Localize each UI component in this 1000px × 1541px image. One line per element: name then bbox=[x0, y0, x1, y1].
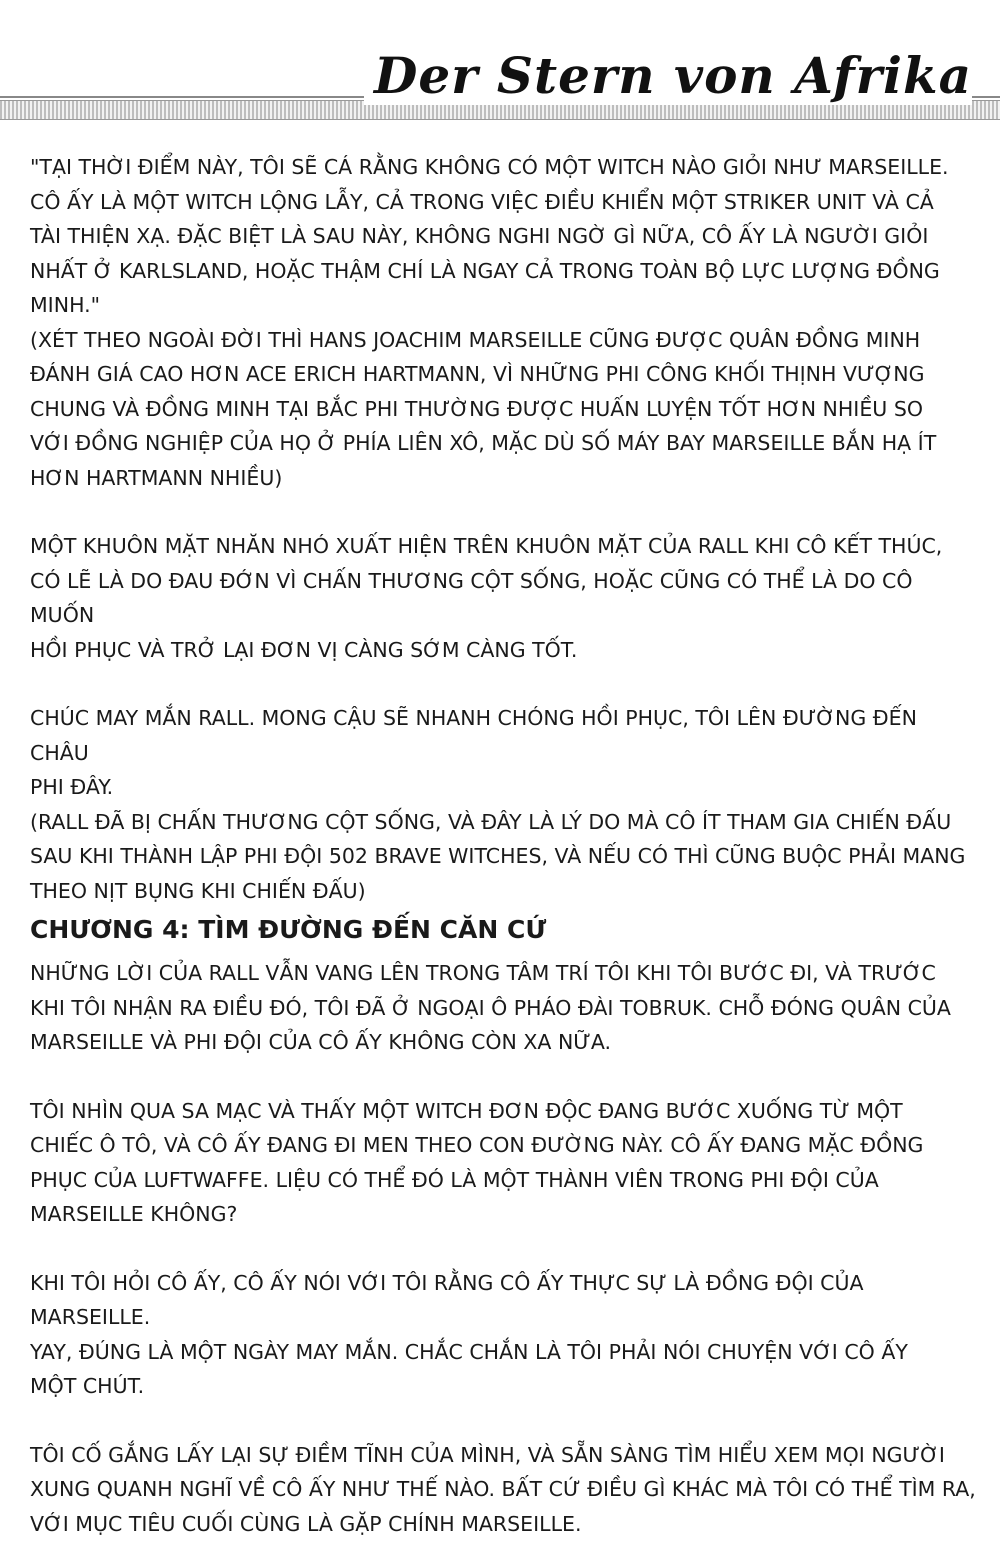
text-line: PHI ĐÂY. bbox=[30, 770, 980, 805]
page-header bbox=[0, 0, 1000, 130]
text-line: CÔ ẤY LÀ MỘT WITCH LỘNG LẪY, CẢ TRONG VIỆC ĐIỀU KHIỂN MỘT STRIKER UNIT VÀ CẢ bbox=[30, 185, 980, 220]
text-line: HƠN HARTMANN NHIỀU) bbox=[30, 461, 980, 496]
text-line: XUNG QUANH NGHĨ VỀ CÔ ẤY NHƯ THẾ NÀO. BẤT CỨ ĐIỀU GÌ KHÁC MÀ TÔI CÓ THỂ TÌM RA, bbox=[30, 1472, 980, 1507]
paragraph bbox=[30, 701, 980, 805]
chapter-heading: CHƯƠNG 4: TÌM ĐƯỜNG ĐẾN CĂN CỨ bbox=[30, 910, 980, 950]
text-line: HỒI PHỤC VÀ TRỞ LẠI ĐƠN VỊ CÀNG SỚM CÀNG TỐT. bbox=[30, 633, 980, 668]
paragraph bbox=[30, 529, 980, 667]
paragraph-gap bbox=[30, 1232, 980, 1266]
text-line: (RALL ĐÃ BỊ CHẤN THƯƠNG CỘT SỐNG, VÀ ĐÂY LÀ LÝ DO MÀ CÔ ÍT THAM GIA CHIẾN ĐẤU bbox=[30, 805, 980, 840]
paragraph-gap bbox=[30, 495, 980, 529]
paragraph-gap bbox=[30, 1404, 980, 1438]
text-line: "TẠI THỜI ĐIỂM NÀY, TÔI SẼ CÁ RẰNG KHÔNG CÓ MỘT WITCH NÀO GIỎI NHƯ MARSEILLE. bbox=[30, 150, 980, 185]
paragraph bbox=[30, 1266, 980, 1404]
paragraph bbox=[30, 1094, 980, 1232]
text-line: CHÚC MAY MẮN RALL. MONG CẬU SẼ NHANH CHÓNG HỒI PHỤC, TÔI LÊN ĐƯỜNG ĐẾN CHÂU bbox=[30, 701, 980, 770]
text-line: (XÉT THEO NGOÀI ĐỜI THÌ HANS JOACHIM MARSEILLE CŨNG ĐƯỢC QUÂN ĐỒNG MINH bbox=[30, 323, 980, 358]
text-line: CHIẾC Ô TÔ, VÀ CÔ ẤY ĐANG ĐI MEN THEO CON ĐƯỜNG NÀY. CÔ ẤY ĐANG MẶC ĐỒNG bbox=[30, 1128, 980, 1163]
paragraph-quote bbox=[30, 150, 980, 323]
text-line: CHUNG VÀ ĐỒNG MINH TẠI BẮC PHI THƯỜNG ĐƯỢC HUẤN LUYỆN TỐT HƠN NHIỀU SO bbox=[30, 392, 980, 427]
text-line: YAY, ĐÚNG LÀ MỘT NGÀY MAY MẮN. CHẮC CHẮN LÀ TÔI PHẢI NÓI CHUYỆN VỚI CÔ ẤY bbox=[30, 1335, 980, 1370]
body-text bbox=[30, 150, 980, 1541]
paragraph-note bbox=[30, 805, 980, 909]
text-line: MỘT KHUÔN MẶT NHĂN NHÓ XUẤT HIỆN TRÊN KHUÔN MẶT CỦA RALL KHI CÔ KẾT THÚC, bbox=[30, 529, 980, 564]
text-line: SAU KHI THÀNH LẬP PHI ĐỘI 502 BRAVE WITCHES, VÀ NẾU CÓ THÌ CŨNG BUỘC PHẢI MANG bbox=[30, 839, 980, 874]
text-line: MỘT CHÚT. bbox=[30, 1369, 980, 1404]
text-line: NHỮNG LỜI CỦA RALL VẪN VANG LÊN TRONG TÂM TRÍ TÔI KHI TÔI BƯỚC ĐI, VÀ TRƯỚC bbox=[30, 956, 980, 991]
text-line: TÔI CỐ GẮNG LẤY LẠI SỰ ĐIỀM TĨNH CỦA MÌNH, VÀ SẴN SÀNG TÌM HIỂU XEM MỌI NGƯỜI bbox=[30, 1438, 980, 1473]
text-line: VỚI MỤC TIÊU CUỐI CÙNG LÀ GẶP CHÍNH MARSEILLE. bbox=[30, 1507, 980, 1541]
text-line: NHẤT Ở KARLSLAND, HOẶC THẬM CHÍ LÀ NGAY CẢ TRONG TOÀN BỘ LỰC LƯỢNG ĐỒNG bbox=[30, 254, 980, 289]
text-line: ĐÁNH GIÁ CAO HƠN ACE ERICH HARTMANN, VÌ NHỮNG PHI CÔNG KHỐI THỊNH VƯỢNG bbox=[30, 357, 980, 392]
text-line: MINH." bbox=[30, 288, 980, 323]
text-line: MARSEILLE KHÔNG? bbox=[30, 1197, 980, 1232]
header-title: Der Stern von Afrika bbox=[364, 46, 972, 105]
text-line: KHI TÔI NHẬN RA ĐIỀU ĐÓ, TÔI ĐÃ Ở NGOẠI Ô PHÁO ĐÀI TOBRUK. CHỖ ĐÓNG QUÂN CỦA bbox=[30, 991, 980, 1026]
text-line: KHI TÔI HỎI CÔ ẤY, CÔ ẤY NÓI VỚI TÔI RẰNG CÔ ẤY THỰC SỰ LÀ ĐỒNG ĐỘI CỦA MARSEILLE. bbox=[30, 1266, 980, 1335]
text-line: MARSEILLE VÀ PHI ĐỘI CỦA CÔ ẤY KHÔNG CÒN XA NỮA. bbox=[30, 1025, 980, 1060]
text-line: TÔI NHÌN QUA SA MẠC VÀ THẤY MỘT WITCH ĐƠN ĐỘC ĐANG BƯỚC XUỐNG TỪ MỘT bbox=[30, 1094, 980, 1129]
paragraph bbox=[30, 956, 980, 1060]
paragraph bbox=[30, 1438, 980, 1541]
text-line: VỚI ĐỒNG NGHIỆP CỦA HỌ Ở PHÍA LIÊN XÔ, MẶC DÙ SỐ MÁY BAY MARSEILLE BẮN HẠ ÍT bbox=[30, 426, 980, 461]
text-line: PHỤC CỦA LUFTWAFFE. LIỆU CÓ THỂ ĐÓ LÀ MỘT THÀNH VIÊN TRONG PHI ĐỘI CỦA bbox=[30, 1163, 980, 1198]
text-line: THEO NỊT BỤNG KHI CHIẾN ĐẤU) bbox=[30, 874, 980, 909]
text-line: CÓ LẼ LÀ DO ĐAU ĐỚN VÌ CHẤN THƯƠNG CỘT SỐNG, HOẶC CŨNG CÓ THỂ LÀ DO CÔ MUỐN bbox=[30, 564, 980, 633]
paragraph-gap bbox=[30, 1060, 980, 1094]
paragraph-gap bbox=[30, 667, 980, 701]
text-line: TÀI THIỆN XẠ. ĐẶC BIỆT LÀ SAU NÀY, KHÔNG NGHI NGỜ GÌ NỮA, CÔ ẤY LÀ NGƯỜI GIỎI bbox=[30, 219, 980, 254]
paragraph-note bbox=[30, 323, 980, 496]
